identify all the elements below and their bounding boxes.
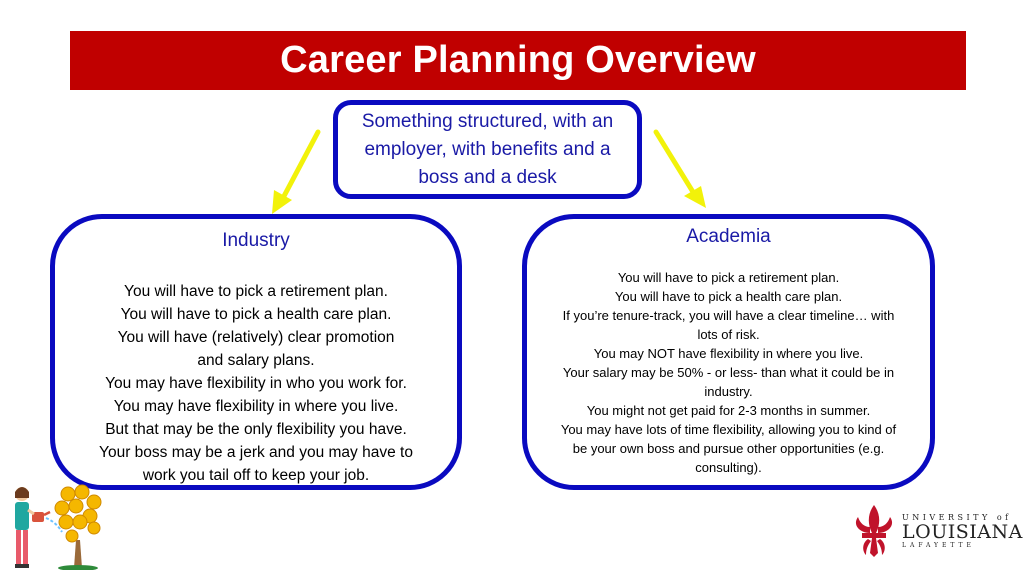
industry-line: You will have (relatively) clear promotion and salary plans. xyxy=(117,329,395,369)
academia-heading: Academia xyxy=(686,226,771,247)
academia-line: You may NOT have flexibility in where you live. xyxy=(593,346,864,361)
right-arrow-icon xyxy=(656,132,706,208)
academia-line: You will have to pick a health care plan. xyxy=(614,289,843,304)
industry-list xyxy=(55,280,457,487)
industry-line: Your boss may be a jerk and you may have to work you tail off to keep your job. xyxy=(99,444,413,484)
academia-line: If you’re tenure-track, you will have a clear timeline… with lots of risk. xyxy=(562,308,895,342)
structured-job-box xyxy=(333,100,642,199)
academia-line: You might not get paid for 2-3 months in summer. xyxy=(586,403,871,418)
industry-line: You may have flexibility in where you live. xyxy=(113,398,399,415)
industry-line: You may have flexibility in who you work for. xyxy=(105,375,407,392)
industry-line: You will have to pick a retirement plan. xyxy=(124,283,388,300)
industry-line: But that may be the only flexibility you have. xyxy=(105,421,407,438)
logo-line-louisiana: LOUISIANA xyxy=(902,521,1023,543)
industry-heading: Industry xyxy=(222,230,290,251)
academia-line: Your salary may be 50% - or less- than what it could be in industry. xyxy=(562,365,895,399)
industry-line: You will have to pick a health care plan. xyxy=(120,306,392,323)
logo-wordmark xyxy=(902,503,1023,549)
woman-watering-money-tree-icon xyxy=(6,482,106,570)
logo-line-lafayette: LAFAYETTE xyxy=(902,542,975,549)
academia-list xyxy=(527,268,930,477)
structured-job-text: Something structured, with an employer, with benefits and a boss and a desk xyxy=(361,110,614,188)
page-title: Career Planning Overview xyxy=(280,39,756,81)
left-arrow-icon xyxy=(272,132,318,214)
academia-box xyxy=(522,214,935,490)
academia-line: You may have lots of time flexibility, allowing you to kind of be your own boss and pursue other opportunities (e.g. consulting). xyxy=(560,422,897,475)
industry-box xyxy=(50,214,462,490)
academia-line: You will have to pick a retirement plan. xyxy=(617,270,840,285)
university-logo xyxy=(850,503,1023,559)
fleur-de-lis-icon xyxy=(850,503,898,559)
logo-line-university: UNIVERSITY of xyxy=(902,513,1012,522)
